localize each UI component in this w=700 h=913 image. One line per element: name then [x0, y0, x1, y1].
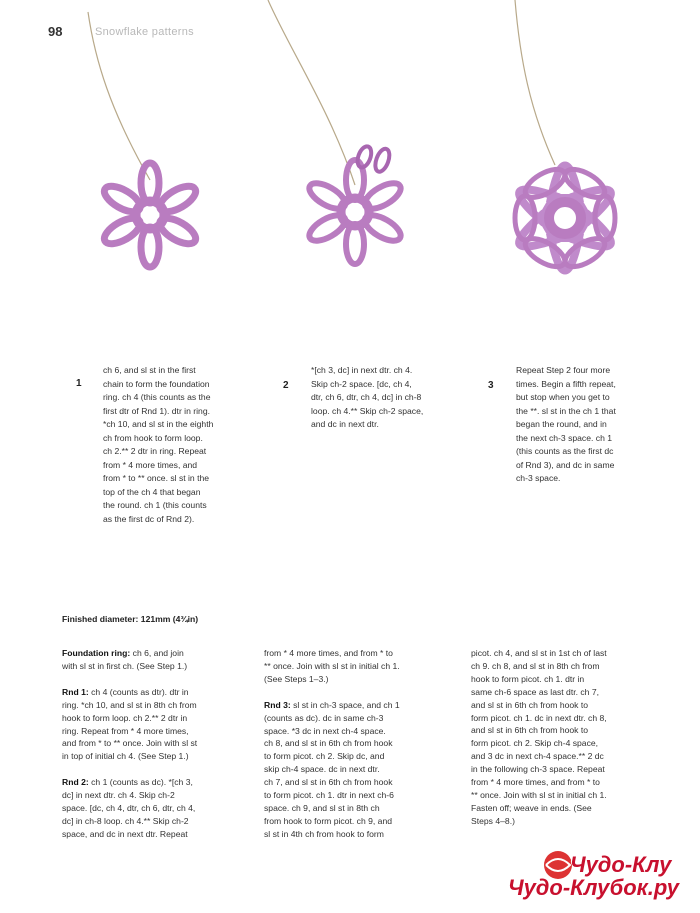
- pattern-column-1: [62, 647, 252, 854]
- step-line: loop. ch 4.** Skip ch-2 space,: [311, 405, 424, 416]
- step-line: Skip ch-2 space. [dc, ch 4,: [311, 378, 412, 389]
- pattern-line: dc] in next dtr. ch 4. Skip ch-2: [62, 790, 175, 801]
- pattern-line: ** once. Join with sl st in initial ch 1.: [471, 789, 607, 800]
- pattern-line: sl st in 4th ch from hook to form: [264, 828, 384, 839]
- round-label: Rnd 1:: [62, 686, 89, 697]
- step-line: ch from hook to form loop.: [103, 432, 203, 443]
- step-line: the **. sl st in the ch 1 that: [516, 405, 616, 416]
- step-line: and dc in next dtr.: [311, 419, 379, 429]
- round-label: Rnd 3:: [264, 699, 291, 710]
- hanging-string-1: [88, 12, 150, 180]
- step-line: Repeat Step 2 four more: [516, 365, 611, 375]
- snowflake-step-3-icon: [513, 164, 618, 273]
- pattern-line: form picot. ch 2. Skip ch-4 space,: [471, 738, 599, 749]
- step-line: top of the ch 4 that began: [103, 486, 201, 497]
- pattern-line: space. ch 9, and sl st in 8th ch: [264, 802, 380, 813]
- pattern-paragraph: [62, 686, 252, 763]
- pattern-line: dc] in ch-8 loop. ch 4.** Skip ch-2: [62, 815, 189, 826]
- pattern-line: space. [dc, ch 4, dtr, ch 6, dtr, ch 4,: [62, 803, 196, 814]
- pattern-line: ch 6, and join: [130, 648, 184, 658]
- pattern-line: ring. *ch 10, and sl st in 8th ch from: [62, 699, 197, 710]
- step-1-number: 1: [76, 378, 82, 389]
- snowflake-step-2-icon: [305, 141, 404, 264]
- pattern-line: Steps 4–8.): [471, 815, 515, 826]
- pattern-line: and sl st in 6th ch from hook to: [471, 725, 589, 736]
- pattern-line: to form picot. ch 1. dtr in next ch-6: [264, 790, 394, 801]
- pattern-paragraph: [62, 776, 252, 841]
- step-1-text: [103, 364, 268, 526]
- pattern-line: with sl st in first ch. (See Step 1.): [62, 660, 188, 671]
- step-line: dtr, ch 6, dtr, ch 4, dc] in ch-8: [311, 392, 422, 402]
- section-title: Snowflake patterns: [95, 26, 194, 38]
- step-line: of Rnd 3), and dc in same: [516, 459, 615, 470]
- step-line: the round. ch 1 (this counts: [103, 500, 207, 510]
- pattern-line: and from * to ** once. Join with sl st: [62, 738, 198, 749]
- step-line: from * 4 more times, and: [103, 459, 198, 470]
- pattern-line: hook to form loop. ch 2.** 2 dtr in: [62, 712, 188, 723]
- pattern-line: from * 4 more times, and from * to: [264, 648, 393, 658]
- step-line: (this counts as the first dc: [516, 446, 614, 456]
- watermark-line-2: Чудо-Клубок.ру: [508, 875, 680, 900]
- pattern-line: ** once. Join with sl st in initial ch 1.: [264, 660, 400, 671]
- pattern-line: picot. ch 4, and sl st in 1st ch of last: [471, 648, 607, 658]
- pattern-line: (See Steps 1–3.): [264, 673, 329, 684]
- pattern-line: space. *3 dc in next ch-4 space.: [264, 725, 386, 736]
- hanging-string-2: [268, 0, 355, 185]
- step-line: ring. ch 4 (this counts as the: [103, 392, 211, 402]
- step-line: chain to form the foundation: [103, 378, 210, 389]
- snowflake-photos: [0, 0, 700, 320]
- pattern-column-2: [264, 647, 459, 854]
- pattern-line: ch 1 (counts as dc). *[ch 3,: [88, 777, 193, 788]
- step-2-number: 2: [283, 380, 289, 391]
- pattern-line: ch 9. ch 8, and sl st in 8th ch from: [471, 660, 600, 671]
- pattern-paragraph: [471, 647, 671, 828]
- pattern-line: ch 7, and sl st in 6th ch from hook: [264, 777, 393, 788]
- pattern-line: (counts as dc). dc in same ch-3: [264, 712, 384, 723]
- pattern-line: in top of initial ch 4. (See Step 1.): [62, 751, 189, 762]
- snowflake-step-1-icon: [100, 163, 199, 267]
- step-line: ch 6, and sl st in the first: [103, 365, 196, 375]
- finished-diameter: Finished diameter: 121mm (4¾in): [62, 614, 199, 624]
- pattern-line: form picot. ch 1. dc in next dtr. ch 8,: [471, 712, 607, 723]
- pattern-line: sl st in ch-3 space, and ch 1: [290, 699, 400, 710]
- pattern-line: hook to form picot. ch 1. dtr in: [471, 673, 585, 684]
- pattern-line: and 3 dc in next ch-4 space.** 2 dc: [471, 751, 604, 762]
- round-label: Rnd 2:: [62, 777, 89, 788]
- pattern-paragraph: [264, 699, 459, 841]
- step-line: but stop when you get to: [516, 392, 610, 402]
- hanging-string-3: [515, 0, 555, 165]
- pattern-line: Fasten off; weave in ends. (See: [471, 802, 592, 813]
- pattern-line: from * 4 more times, and from * to: [471, 777, 600, 788]
- pattern-line: same ch-6 space as last dtr. ch 7,: [471, 686, 600, 697]
- round-label: Foundation ring:: [62, 648, 131, 658]
- step-line: first dtr of Rnd 1). dtr in ring.: [103, 405, 210, 416]
- step-line: *[ch 3, dc] in next dtr. ch 4.: [311, 365, 413, 375]
- step-line: ch 2.** 2 dtr in ring. Repeat: [103, 446, 207, 456]
- step-line: *ch 10, and sl st in the eighth: [103, 419, 214, 429]
- pattern-line: to form picot. ch 2. Skip dc, and: [264, 751, 385, 762]
- pattern-column-3: [471, 647, 671, 841]
- pattern-line: ch 4 (counts as dtr). dtr in: [88, 686, 189, 697]
- pattern-paragraph: [62, 647, 252, 673]
- step-3-number: 3: [488, 380, 494, 391]
- pattern-line: in the following ch-3 space. Repeat: [471, 764, 605, 775]
- pattern-line: skip ch-4 space. dc in next dtr.: [264, 764, 380, 775]
- step-2-text: [311, 364, 476, 432]
- step-line: the next ch-3 space. ch 1: [516, 432, 613, 443]
- page-number: 98: [48, 24, 63, 39]
- step-line: times. Begin a fifth repeat,: [516, 378, 616, 389]
- pattern-line: space, and dc in next dtr. Repeat: [62, 828, 188, 839]
- pattern-line: from hook to form picot. ch 9, and: [264, 815, 393, 826]
- pattern-line: ch 8, and sl st in 6th ch from hook: [264, 738, 393, 749]
- pattern-paragraph: [264, 647, 459, 686]
- pattern-line: ring. Repeat from * 4 more times,: [62, 725, 189, 736]
- watermark-line-1: Чудо-Клу: [570, 852, 672, 877]
- step-3-text: [516, 364, 676, 486]
- pattern-line: and sl st in 6th ch from hook to: [471, 699, 589, 710]
- step-line: ch-3 space.: [516, 473, 561, 483]
- step-line: as the first dc of Rnd 2).: [103, 513, 195, 524]
- step-line: from * to ** once. sl st in the: [103, 473, 210, 483]
- step-line: began the round, and in: [516, 419, 607, 429]
